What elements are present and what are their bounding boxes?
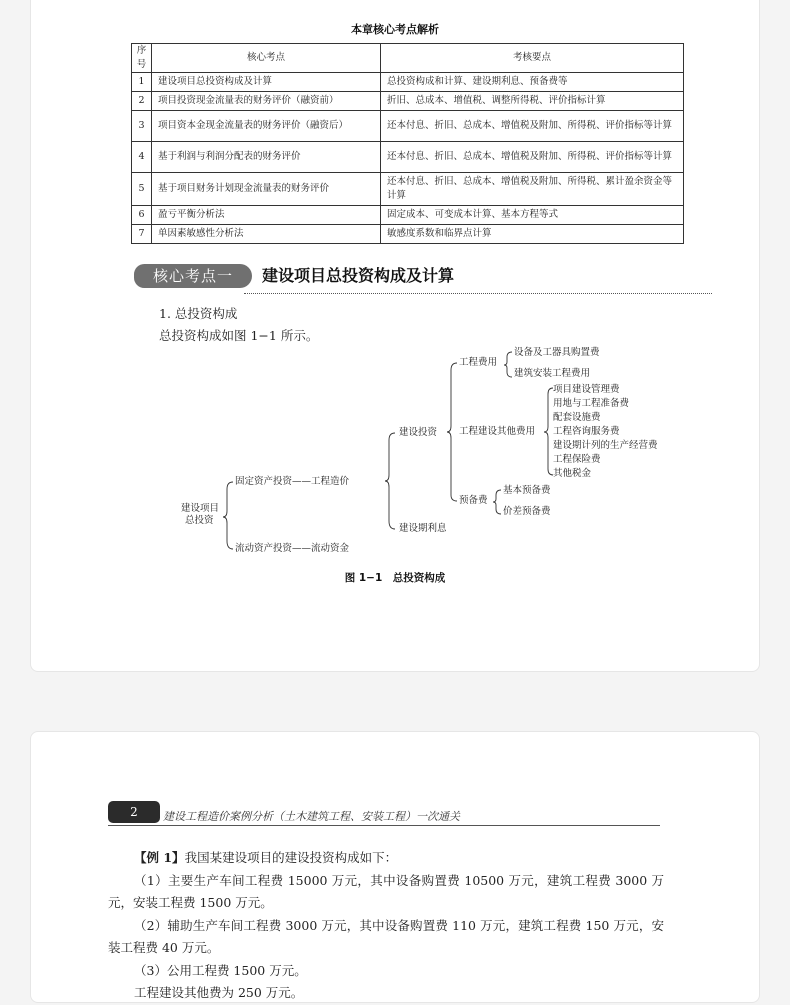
table-row	[132, 111, 684, 142]
cell-num: 4	[132, 142, 152, 173]
section-divider	[244, 293, 712, 294]
page-two	[30, 731, 760, 1003]
table-title: 本章核心考点解析	[351, 23, 439, 36]
cell-num: 1	[132, 73, 152, 92]
cell-key: 固定成本、可变成本计算、基本方程等式	[381, 206, 684, 225]
node-equipment: 设备及工器具购置费	[514, 347, 600, 358]
construction-brace	[447, 363, 457, 501]
investment-tree-diagram	[171, 341, 691, 571]
table-row	[132, 206, 684, 225]
cell-key: 敏感度系数和临界点计算	[381, 225, 684, 244]
section-header	[134, 264, 684, 294]
header-key: 考核要点	[381, 44, 684, 73]
cell-point: 项目资本金现金流量表的财务评价（融资后）	[152, 111, 381, 142]
section-badge: 核心考点一	[134, 264, 252, 288]
cell-point: 盈亏平衡分析法	[152, 206, 381, 225]
header-point: 核心考点	[152, 44, 381, 73]
node-other-item: 其他税金	[553, 468, 592, 479]
subheading: 1. 总投资构成	[159, 306, 238, 321]
header-rule	[108, 825, 660, 826]
example-paragraph: 工程建设其他费为 250 万元。	[134, 985, 304, 1000]
engineering-brace	[504, 352, 512, 377]
cell-key: 总投资构成和计算、建设期利息、预备费等	[381, 73, 684, 92]
example-paragraph: （2）辅助生产车间工程费 3000 万元，其中设备购置费 110 万元，建筑工程费 150 万元，安装工程费 40 万元。	[108, 917, 664, 955]
node-other-item: 项目建设管理费	[553, 384, 620, 395]
node-other-item: 配套设施费	[553, 412, 601, 423]
node-other-costs: 工程建设其他费用	[459, 426, 536, 437]
table-header-row	[132, 44, 684, 73]
node-installation: 建筑安装工程费用	[514, 368, 591, 379]
figure-caption: 图 1−1 总投资构成	[344, 572, 446, 584]
example-label: 【例 1】	[134, 850, 185, 865]
node-other-item: 工程咨询服务费	[553, 426, 620, 437]
example-body	[108, 847, 664, 1005]
node-reserve: 预备费	[459, 495, 488, 506]
other-costs-brace	[544, 388, 553, 475]
root-brace	[223, 482, 233, 549]
node-root-line2: 总投资	[185, 515, 214, 526]
table-row	[132, 73, 684, 92]
cell-point: 基于项目财务计划现金流量表的财务评价	[152, 173, 381, 206]
running-head: 建设工程造价案例分析（土木建筑工程、安装工程）一次通关	[163, 810, 460, 823]
node-root-line1: 建设项目	[181, 503, 220, 514]
key-points-table	[131, 43, 684, 244]
node-engineering-cost: 工程费用	[459, 357, 498, 368]
node-basic-reserve: 基本预备费	[503, 485, 551, 496]
header-num: 序号	[132, 44, 152, 73]
cell-key: 折旧、总成本、增值税、调整所得税、评价指标计算	[381, 92, 684, 111]
section-title: 建设项目总投资构成及计算	[262, 266, 455, 285]
example-paragraph: （1）主要生产车间工程费 15000 万元，其中设备购置费 10500 万元，建筑工程费 3000 万元，安装工程费 1500 万元。	[108, 872, 664, 910]
node-construction-investment: 建设投资	[399, 427, 438, 438]
node-other-item: 用地与工程准备费	[553, 398, 630, 409]
page-number: 2	[108, 801, 160, 823]
cell-point: 单因素敏感性分析法	[152, 225, 381, 244]
table-row	[132, 225, 684, 244]
node-construction-interest: 建设期利息	[399, 523, 447, 534]
intro-text: 总投资构成如图 1−1 所示。	[159, 328, 319, 343]
cell-key: 还本付息、折旧、总成本、增值税及附加、所得税、评价指标等计算	[381, 111, 684, 142]
cell-num: 6	[132, 206, 152, 225]
cell-num: 3	[132, 111, 152, 142]
cell-num: 7	[132, 225, 152, 244]
node-fixed-assets: 固定资产投资——工程造价	[235, 476, 350, 487]
reserve-brace	[493, 490, 501, 514]
example-paragraph: （3）公用工程费 1500 万元。	[134, 962, 307, 978]
cell-point: 项目投资现金流量表的财务评价（融资前）	[152, 92, 381, 111]
table-row	[132, 92, 684, 111]
table-row	[132, 142, 684, 173]
node-current-assets: 流动资产投资——流动资金	[235, 543, 350, 554]
cell-point: 基于利润与利润分配表的财务评价	[152, 142, 381, 173]
example-intro	[108, 847, 664, 870]
node-other-item: 工程保险费	[553, 454, 601, 465]
cell-key: 还本付息、折旧、总成本、增值税及附加、所得税、评价指标等计算	[381, 142, 684, 173]
page-one	[30, 0, 760, 672]
example-intro-text: 我国某建设项目的建设投资构成如下：	[184, 850, 398, 865]
table-row	[132, 173, 684, 206]
fixed-brace	[385, 433, 395, 529]
node-price-reserve: 价差预备费	[503, 506, 551, 517]
cell-num: 5	[132, 173, 152, 206]
cell-num: 2	[132, 92, 152, 111]
node-other-item: 建设期计列的生产经营费	[553, 440, 658, 451]
cell-point: 建设项目总投资构成及计算	[152, 73, 381, 92]
cell-key: 还本付息、折旧、总成本、增值税及附加、所得税、累计盈余资金等计算	[381, 173, 684, 206]
